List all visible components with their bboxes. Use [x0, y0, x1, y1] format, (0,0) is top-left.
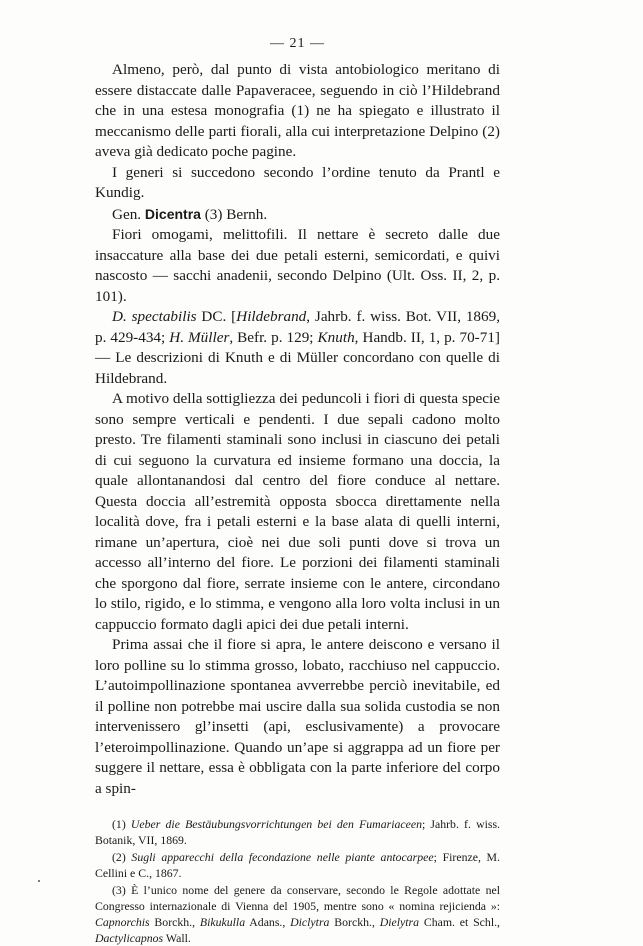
footnote-3-author-1: Borckh.,	[149, 915, 200, 929]
book-page	[95, 36, 500, 946]
footnote-1-number: (1)	[112, 817, 131, 831]
paragraph-intro: Almeno, però, dal punto di vista antobiologico meritano di essere distaccate dalle Papaveracee, seguendo in ciò l’Hildebrand che in una estesa monografia (1) ne ha spiegato e illustrato il meccanismo delle parti fiorali, alla cui interpretazione Delpino (2) aveva già dedicato poche pagine.	[95, 61, 500, 160]
footnote-2-rest: ; Firenze, M. Cellini e C., 1867.	[95, 850, 500, 880]
paragraph-stamens: A motivo della sottigliezza dei peduncoli i fiori di questa specie sono sempre verticali e pendenti. I due sepali cadono molto presto. Tre filamenti staminali sono inclusi in ciascuno dei petali di cui seguono la curvatura ed insieme formano una doccia, la quale allontanandosi dal centro del fiore conduce al nettare. Questa doccia all’estremità opposta sbocca direttamente nella località dove, fra i petali esterni e la base alata di quelli interni, rimane un’apertura, cioè nei due soli punti dove si trova un accesso all’interno del fiore. Le porzioni dei filamenti staminali che sporgono dal fiore, serrate insieme con le antere, circondano lo stilo, rigido, e lo stimma, e vengono alla loro volta inclusi in un cappuccio formato dagli apici dei due petali interni.	[95, 390, 500, 633]
footnote-3-name-5: Dactylicapnos	[95, 931, 164, 945]
paragraph-genera-order: I generi si succedono secondo l’ordine tenuto da Prantl e Kundig.	[95, 163, 500, 201]
paragraph-flower-description: Fiori omogami, melittofili. Il nettare è secreto dalle due insaccature alla base dei due petali esterni, semicordati, e quivi nascosto — sacchi anadenii, secondo Delpino (Ult. Oss. II, 2, p. 101).	[95, 226, 500, 305]
genus-name: Dicentra	[144, 205, 201, 222]
footnote-3-name-4: Dielytra	[379, 915, 420, 929]
genus-prefix: Gen.	[112, 205, 145, 223]
footnote-3-text: (3) È l’unico nome del genere da conservare, secondo le Regole adottate nel Congresso internazionale di Vienna del 1905, mentre sono « nomina rejicienda »:	[95, 883, 500, 913]
footnote-1-title: Ueber die Bestäubungsvorrichtungen bei den Fumariaceen	[130, 817, 422, 831]
footnote-2-title: Sugli apparecchi della fecondazione nelle piante antocarpee	[131, 850, 434, 864]
ref-knuth: Knuth	[317, 328, 355, 346]
footnotes	[95, 816, 500, 946]
genus-suffix: (3) Bernh.	[200, 205, 268, 223]
footnote-1-rest: ; Jahrb. f. wiss. Botanik, VII, 1869.	[95, 817, 500, 847]
ref-muller: H. Müller	[169, 328, 230, 346]
footnote-3-name-2: Bikukulla	[199, 915, 246, 929]
footnote-3-name-1: Capnorchis	[95, 915, 150, 929]
footnote-1	[95, 816, 500, 848]
paragraph-pollination: Prima assai che il fiore si apra, le antere deiscono e versano il loro polline su lo stimma grosso, lobato, racchiuso nel cappuccio. L’autoimpollinazione spontanea avverrebbe perciò inevitabile, ed il polline non potrebbe mai uscire dalla sua solida custodia se non intervenissero gl’insetti (api, esclusivamente) a provocare l’eteroimpollinazione. Quando un’ape si aggrappa ad un fiore per suggere il nettare, essa è obbligata con la parte inferiore del corpo a spin-	[95, 636, 500, 797]
body-text	[95, 60, 500, 799]
species-heading	[95, 307, 500, 389]
footnote-3-author-2: Adans.,	[245, 915, 291, 929]
genus-heading	[95, 204, 500, 226]
scan-speck	[38, 880, 40, 882]
species-name: D. spectabilis	[112, 308, 197, 325]
ref-muller-rest: , Befr. p. 129;	[229, 328, 318, 346]
footnote-3	[95, 882, 500, 946]
footnote-3-name-3: Diclytra	[290, 915, 330, 929]
page-number: — 21 —	[270, 36, 325, 51]
footnote-3-author-5: Wall.	[163, 931, 191, 945]
species-author: DC. [	[196, 308, 237, 325]
ref-hildebrand-rest: , Jahrb. f. wiss. Bot. VII, 1869, p. 429-434;	[95, 308, 501, 346]
footnote-3-author-4: Cham. et Schl.,	[419, 915, 500, 929]
footnote-3-author-3: Borckh.,	[329, 915, 380, 929]
ref-hildebrand: Hildebrand	[236, 308, 307, 325]
footnote-2-number: (2)	[112, 850, 132, 864]
footnote-2	[95, 849, 500, 881]
ref-knuth-rest: , Handb. II, 1, p. 70-71] — Le descrizioni di Knuth e di Müller concordano con quelle di Hildebrand.	[95, 328, 500, 387]
